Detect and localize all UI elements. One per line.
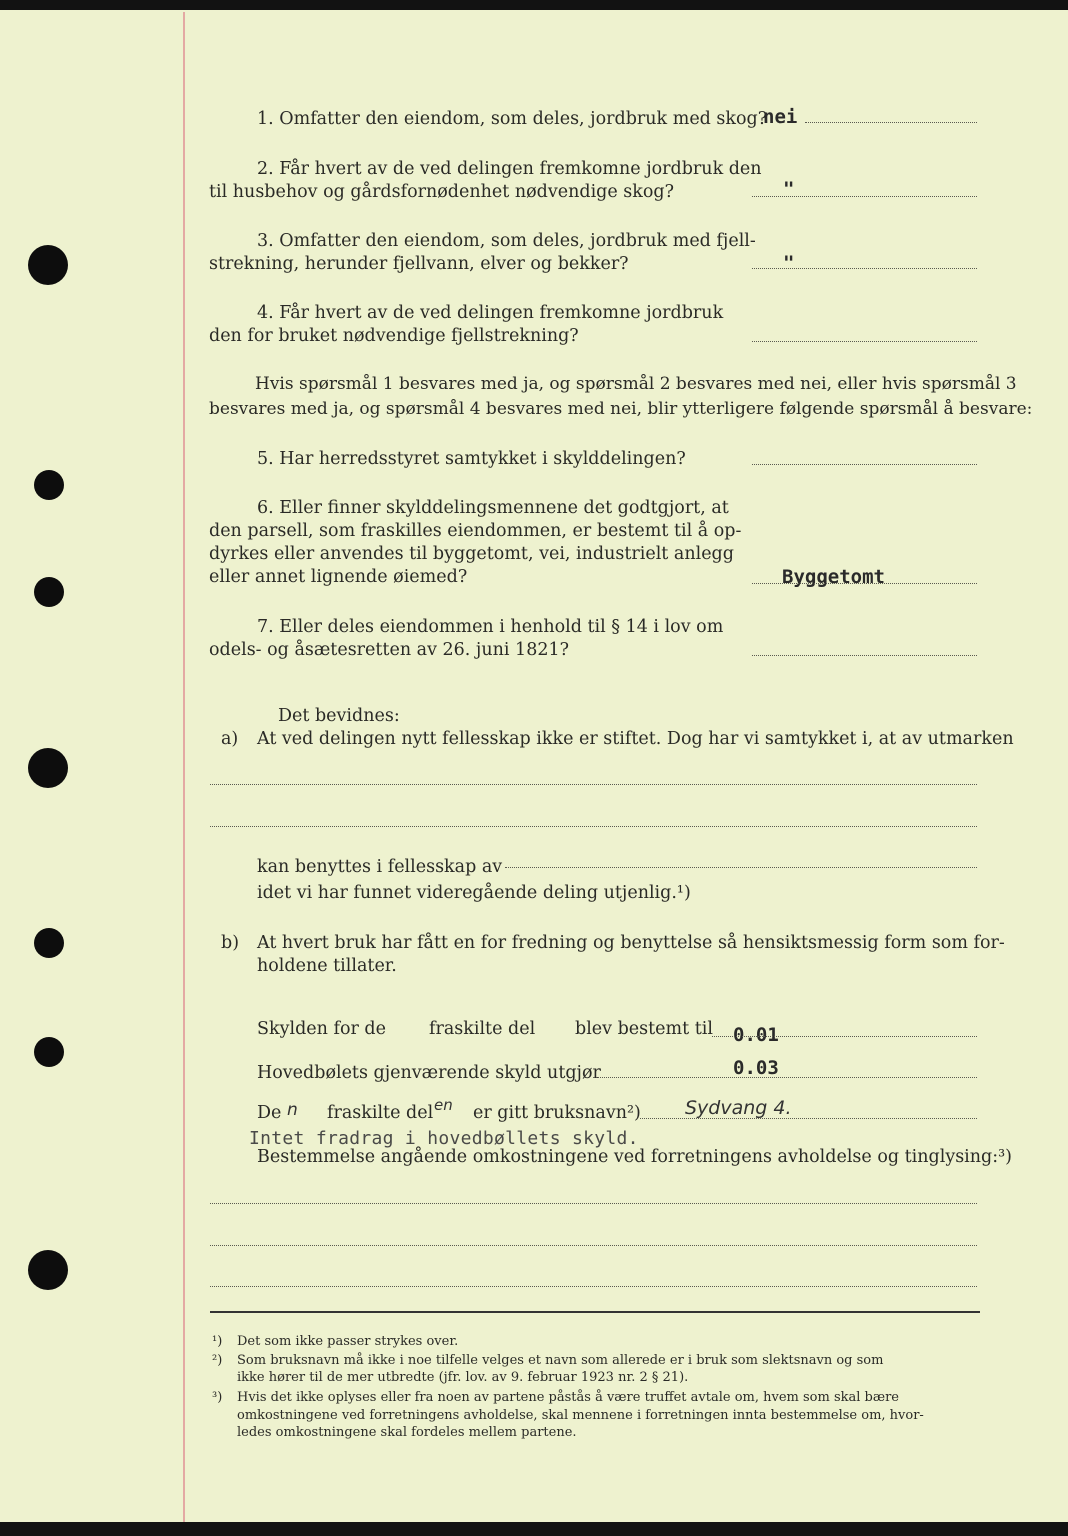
margin-line xyxy=(183,12,185,1522)
skyld-value: 0.01 xyxy=(733,1024,779,1046)
answer-line xyxy=(752,268,977,269)
conditional-intro-line-1: Hvis spørsmål 1 besvares med ja, og spørsmål 2 besvares med nei, eller hvis spørsmål 3 xyxy=(255,374,1017,394)
punch-hole xyxy=(34,470,64,500)
question-4-line-2: den for bruket nødvendige fjellstrekning? xyxy=(209,326,579,346)
footnote-1: Det som ikke passer strykes over. xyxy=(237,1334,459,1349)
fill-line xyxy=(640,1118,977,1119)
question-1: 1. Omfatter den eiendom, som deles, jordbruk med skog? xyxy=(257,109,768,129)
attest-a-text: At ved delingen nytt fellesskap ikke er stiftet. Dog har vi samtykket i, at av utmarken xyxy=(257,729,1014,749)
answer-line xyxy=(752,196,977,197)
attest-a-label: a) xyxy=(221,729,239,749)
punch-hole xyxy=(28,1250,68,1290)
fill-line xyxy=(505,867,977,868)
footnote-2-line-2: ikke hører til de mer utbredte (jfr. lov. av 9. februar 1923 nr. 2 § 21). xyxy=(237,1370,689,1385)
punch-hole xyxy=(34,1037,64,1067)
attest-b-label: b) xyxy=(221,933,240,953)
remaining-skyld-value: 0.03 xyxy=(733,1057,779,1079)
punch-hole xyxy=(28,748,68,788)
skyld-label-b: fraskilte del xyxy=(429,1019,536,1039)
answer-line xyxy=(805,122,977,123)
footnote-3-line-3: ledes omkostningene skal fordeles mellem partene. xyxy=(237,1425,577,1440)
cost-label: Bestemmelse angående omkostningene ved forretningens avholdelse og tinglysing:³) xyxy=(257,1147,1012,1167)
question-2-line-2: til husbehov og gårdsfornødenhet nødvendige skog? xyxy=(209,182,674,202)
fill-line xyxy=(594,1077,977,1078)
fill-line xyxy=(712,1036,977,1037)
name-label-c: er gitt bruksnavn²) xyxy=(473,1103,641,1123)
answer-line xyxy=(752,341,977,342)
question-2-line-1: 2. Får hvert av de ved delingen fremkomne jordbruk den xyxy=(257,159,762,179)
answer-line xyxy=(752,464,977,465)
skyld-label-c: blev bestemt til xyxy=(575,1019,713,1039)
question-6-line-4: eller annet lignende øiemed? xyxy=(209,567,468,587)
attest-heading: Det bevidnes: xyxy=(278,706,400,726)
answer-6: Byggetomt xyxy=(782,566,885,588)
typed-note: Intet fradrag i hovedbøllets skyld. xyxy=(249,1128,639,1149)
question-3-line-1: 3. Omfatter den eiendom, som deles, jordbruk med fjell- xyxy=(257,231,756,251)
fill-line xyxy=(210,1203,977,1204)
common-use-reason: idet vi har funnet videregående deling utjenlig.¹) xyxy=(257,883,691,903)
attest-b-line-1: At hvert bruk har fått en for fredning og benyttelse så hensiktsmessig form som for- xyxy=(257,933,1005,953)
handwritten-correction: en xyxy=(434,1096,453,1114)
fill-line xyxy=(210,784,977,785)
scan-bottom-edge xyxy=(0,1522,1068,1536)
question-4-line-1: 4. Får hvert av de ved delingen fremkomne jordbruk xyxy=(257,303,724,323)
footnote-1-mark: ¹) xyxy=(212,1334,223,1349)
handwritten-correction: n xyxy=(287,1100,298,1120)
footnote-2-line-1: Som bruksnavn må ikke i noe tilfelle velges et navn som allerede er i bruk som slektsnavn og som xyxy=(237,1353,884,1368)
question-6-line-3: dyrkes eller anvendes til byggetomt, vei, industrielt anlegg xyxy=(209,544,734,564)
attest-b-line-2: holdene tillater. xyxy=(257,956,397,976)
conditional-intro-line-2: besvares med ja, og spørsmål 4 besvares med nei, blir ytterligere følgende spørsmål å besvare: xyxy=(209,399,1033,419)
fill-line xyxy=(210,1245,977,1246)
footnote-3-line-1: Hvis det ikke oplyses eller fra noen av partene påstås å være truffet avtale om, hvem som skal bære xyxy=(237,1390,899,1405)
remaining-skyld-label: Hovedbølets gjenværende skyld utgjør xyxy=(257,1063,601,1083)
footnote-3-mark: ³) xyxy=(212,1390,223,1405)
name-label-b: fraskilte del xyxy=(327,1103,434,1123)
fill-line xyxy=(210,826,977,827)
answer-1: nei xyxy=(763,106,798,128)
footnote-3-line-2: omkostningene ved forretningens avholdelse, skal mennene i forretningen innta bestemmelse om, hvor- xyxy=(237,1408,924,1423)
bruksnavn-value: Sydvang 4. xyxy=(685,1097,792,1119)
fill-line xyxy=(210,1286,977,1287)
question-6-line-1: 6. Eller finner skylddelingsmennene det godtgjort, at xyxy=(257,498,729,518)
punch-hole xyxy=(28,245,68,285)
question-7-line-2: odels- og åsætesretten av 26. juni 1821? xyxy=(209,640,569,660)
question-5: 5. Har herredsstyret samtykket i skylddelingen? xyxy=(257,449,686,469)
punch-hole xyxy=(34,928,64,958)
answer-3: " xyxy=(783,252,795,274)
punch-hole xyxy=(34,577,64,607)
answer-line xyxy=(752,655,977,656)
question-6-line-2: den parsell, som fraskilles eiendommen, er bestemt til å op- xyxy=(209,521,742,541)
name-label-a: De xyxy=(257,1103,282,1123)
footnote-divider xyxy=(210,1311,980,1313)
skyld-label-a: Skylden for de xyxy=(257,1019,386,1039)
common-use-label: kan benyttes i fellesskap av xyxy=(257,857,503,877)
answer-2: " xyxy=(783,178,795,200)
answer-line xyxy=(752,583,977,584)
question-7-line-1: 7. Eller deles eiendommen i henhold til § 14 i lov om xyxy=(257,617,724,637)
question-3-line-2: strekning, herunder fjellvann, elver og bekker? xyxy=(209,254,629,274)
footnote-2-mark: ²) xyxy=(212,1353,223,1368)
